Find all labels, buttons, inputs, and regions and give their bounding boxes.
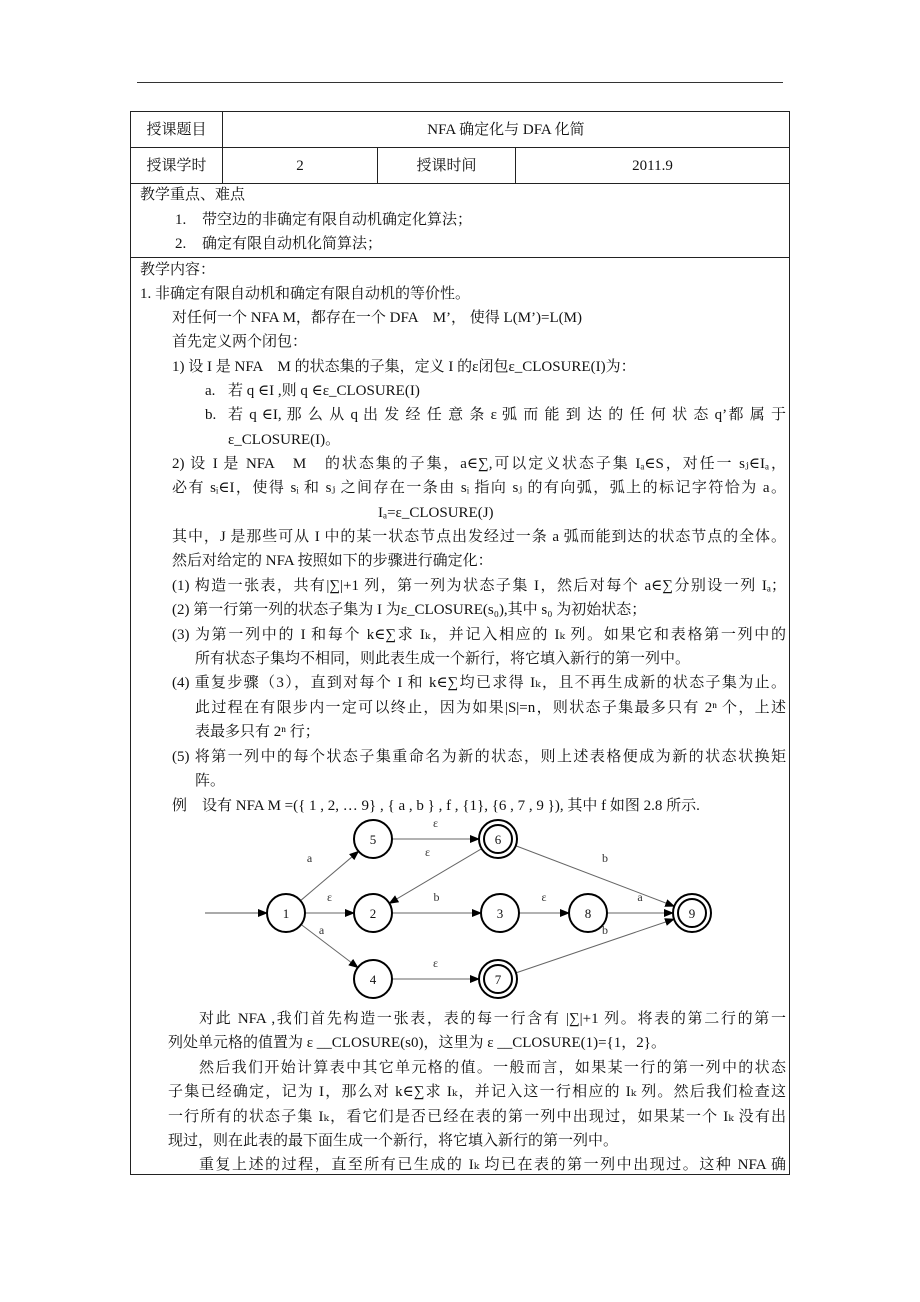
- transition-label: ε: [432, 956, 439, 970]
- content-line: 对此 NFA ,我们首先构造一张表，表的每一行含有 |∑|+1 列。将表的第二行的第一: [199, 1011, 786, 1027]
- content-line: 表最多只有 2ⁿ 行；: [195, 724, 320, 740]
- subject-label: 授课题目: [146, 122, 207, 138]
- content-line: (4) 重复步骤（3），直到对每个 I 和 k∈∑均已求得 Iₖ，且不再生成新的状态子集为止。: [172, 675, 786, 691]
- transition-label: ε: [326, 890, 333, 904]
- transition-label: ε: [432, 816, 439, 830]
- content-line: ε_CLOSURE(I)。: [228, 432, 341, 448]
- transition-label: ε: [541, 890, 547, 904]
- state-label: 1: [282, 906, 290, 921]
- transition-label: a: [318, 923, 325, 937]
- content-line: (1) 构造一张表，共有|∑|+1 列，第一列为状态子集 I，然后对每个 a∈∑分别设一列 Iₐ；: [172, 578, 786, 594]
- hours-label: 授课学时: [146, 158, 207, 174]
- content-line: 现过，则在此表的最下面生成一个新行，将它填入新行的第一列中。: [168, 1133, 619, 1149]
- focus-item-text: 确定有限自动机化简算法；: [202, 236, 383, 252]
- content-line: 其中，J 是那些可从 I 中的某一状态节点出发经过一条 a 弧而能到达的状态节点的全体。: [172, 529, 786, 545]
- time-label: 授课时间: [416, 158, 477, 174]
- state-label: 7: [494, 972, 502, 987]
- content-line: 必有 sᵢ∈I，使得 sᵢ 和 sⱼ 之间存在一条由 sᵢ 指向 sⱼ 的有向弧，弧上的标记字符恰为 a。: [172, 480, 786, 496]
- state-label: 5: [369, 832, 377, 847]
- content-line: Iₐ=ε_CLOSURE(J): [378, 505, 494, 521]
- content-line: 对任何一个 NFA M，都存在一个 DFA M’， 使得 L(M’)=L(M): [172, 310, 582, 326]
- content-line: (2) 第一行第一列的状态子集为 I 为ε_CLOSURE(s₀),其中 s₀ 为初始状态；: [172, 602, 647, 618]
- list-marker: b.: [205, 407, 217, 423]
- content-line: 1) 设 I 是 NFA M 的状态集的子集，定义 I 的ε闭包ε_CLOSURE(I)为：: [172, 359, 636, 375]
- transition-label: a: [637, 890, 643, 904]
- content-line: 2) 设 I 是 NFA M 的状态集的子集，a∈∑,可以定义状态子集 Iₐ∈S，对任一 sⱼ∈Iₐ，: [172, 456, 786, 472]
- content-line: 列处单元格的值置为 ε __CLOSURE(s0)，这里为 ε __CLOSURE(1)={1，2}。: [168, 1035, 666, 1051]
- subject-value: NFA 确定化与 DFA 化简: [427, 122, 585, 138]
- content-line: 子集已经确定，记为 I，那么对 k∈∑求 Iₖ，并记入这一行相应的 Iₖ 列。然后我们检查这: [168, 1084, 786, 1100]
- hours-value: 2: [296, 158, 304, 174]
- state-label: 9: [688, 906, 696, 921]
- transition-label: b: [602, 923, 608, 937]
- content-line: 若 q ∈I, 那 么 从 q 出 发 经 任 意 条 ε 弧 而 能 到 达 的 任 何 状 态 q’都 属 于: [228, 407, 786, 423]
- time-value: 2011.9: [632, 158, 673, 174]
- content-line: 首先定义两个闭包：: [172, 334, 308, 350]
- content-line: 阵。: [195, 773, 226, 789]
- content-line: 重复上述的过程，直至所有已生成的 Iₖ 均已在表的第一列中出现过。这种 NFA 确: [199, 1157, 786, 1173]
- content-line: 1. 非确定有限自动机和确定有限自动机的等价性。: [140, 286, 471, 302]
- content-title: 教学内容：: [140, 262, 216, 278]
- transition-label: a: [306, 851, 313, 865]
- content-line: 一行所有的状态子集 Iₖ，看它们是否已经在表的第一列中出现过，如果某一个 Iₖ 没有出: [168, 1109, 786, 1125]
- content-line: 然后对给定的 NFA 按照如下的步骤进行确定化：: [172, 553, 493, 569]
- content-line: 例 设有 NFA M =({ 1 , 2, … 9} , { a , b } , f , {1}, {6 , 7 , 9 }), 其中 f 如图 2.8 所示.: [172, 798, 700, 814]
- content-line: 若 q ∈I ,则 q ∈ε_CLOSURE(I): [228, 383, 420, 399]
- content-line: 然后我们开始计算表中其它单元格的值。一般而言，如果某一行的第一列中的状态: [199, 1060, 786, 1076]
- content-line: (5) 将第一列中的每个状态子集重命名为新的状态，则上述表格便成为新的状态状换矩: [172, 749, 786, 765]
- state-label: 8: [584, 906, 592, 921]
- transition-label: ε: [424, 845, 431, 859]
- focus-item-text: 带空边的非确定有限自动机确定化算法；: [202, 212, 473, 228]
- content-line: 所有状态子集均不相同，则此表生成一个新行，将它填入新行的第一列中。: [195, 651, 691, 667]
- state-label: 2: [369, 906, 377, 921]
- state-label: 3: [496, 906, 504, 921]
- state-label: 6: [494, 832, 502, 847]
- focus-item-number: 2.: [175, 236, 187, 252]
- content-line: 此过程在有限步内一定可以终止，因为如果|S|=n，则状态子集最多只有 2ⁿ 个，上述: [195, 700, 786, 716]
- focus-item-number: 1.: [175, 212, 187, 228]
- content-line: (3) 为第一列中的 I 和每个 k∈∑求 Iₖ，并记入相应的 Iₖ 列。如果它和表格第一列中的: [172, 627, 786, 643]
- transition-label: b: [433, 890, 440, 904]
- transition-arrow: [301, 924, 358, 967]
- list-marker: a.: [205, 383, 216, 399]
- focus-title: 教学重点、难点: [140, 187, 246, 203]
- state-label: 4: [369, 972, 377, 987]
- transition-label: b: [602, 851, 608, 865]
